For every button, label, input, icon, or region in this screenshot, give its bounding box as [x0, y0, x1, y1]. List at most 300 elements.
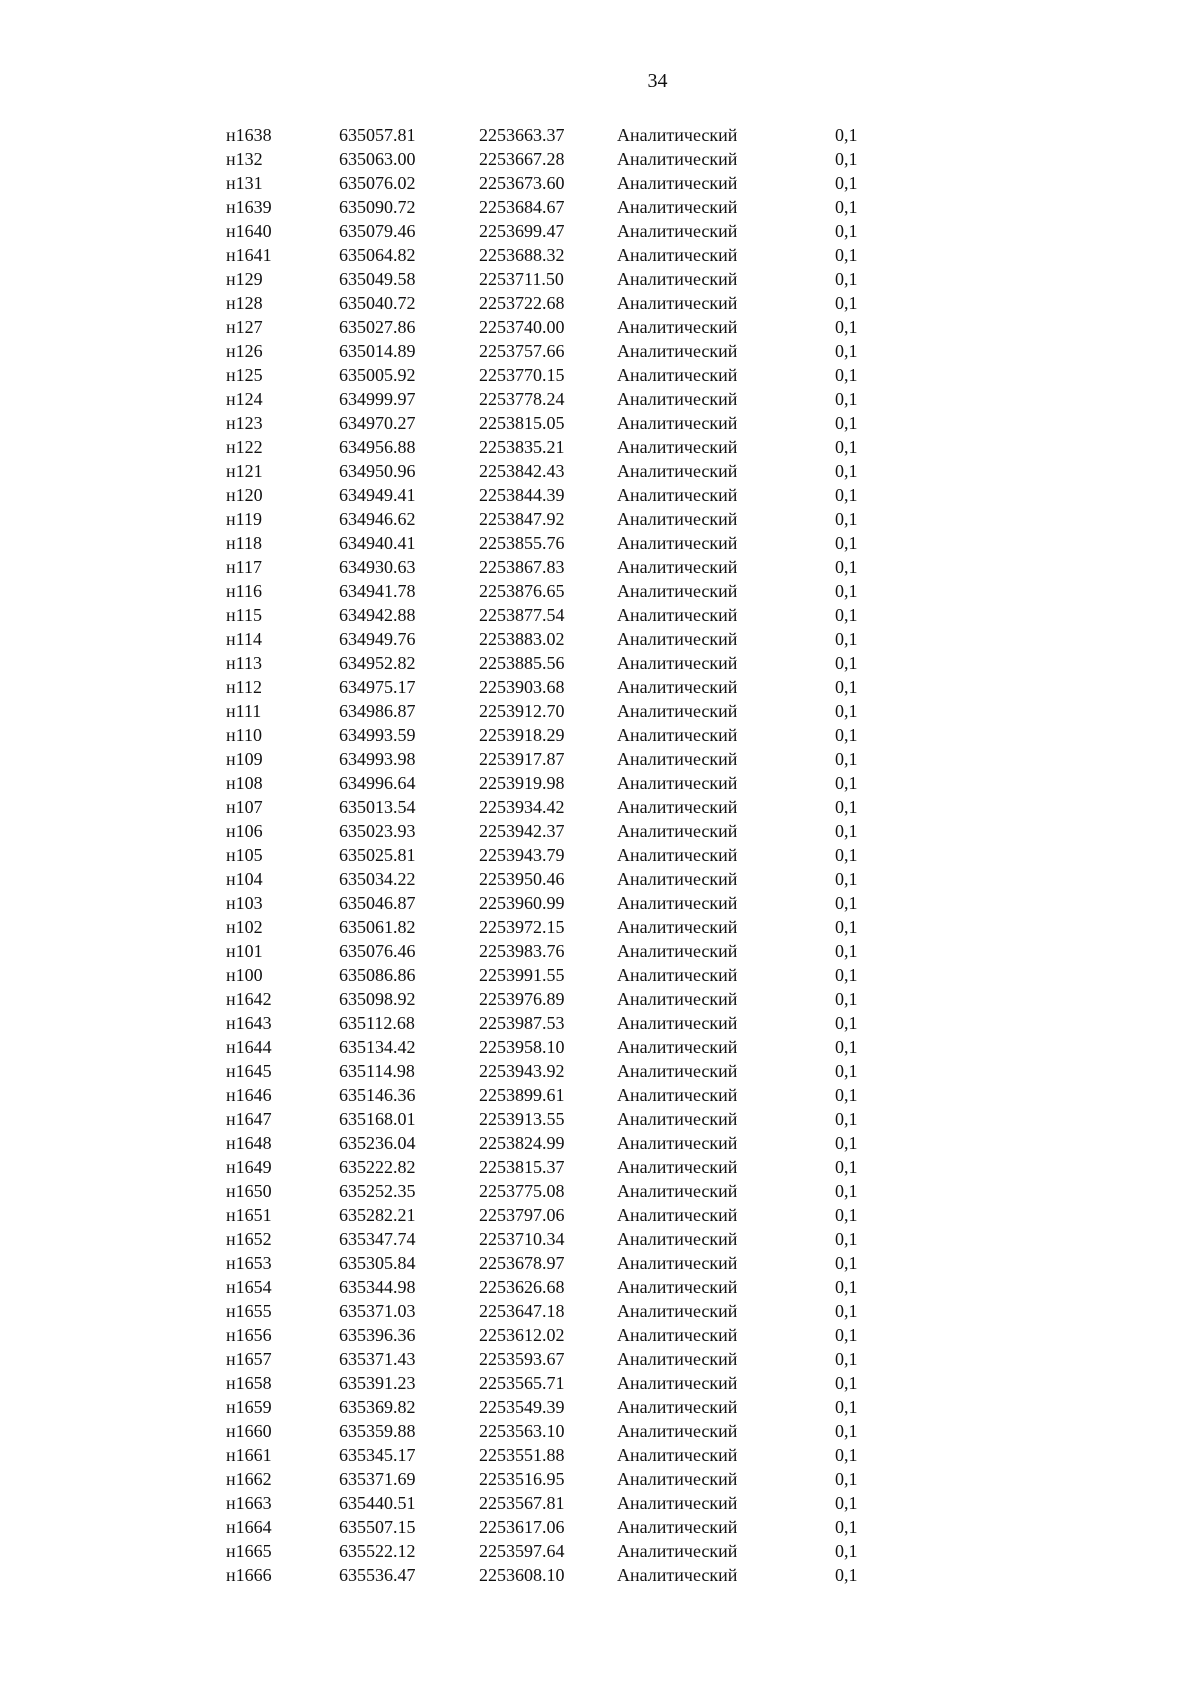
method-cell: Аналитический [617, 221, 738, 241]
table-row [210, 459, 875, 483]
point-id-cell: н114 [226, 629, 262, 649]
method-cell: Аналитический [617, 1277, 738, 1297]
y-coordinate-cell: 2253778.24 [479, 389, 565, 409]
table-row [210, 363, 875, 387]
accuracy-cell: 0,1 [835, 1541, 858, 1561]
accuracy-cell: 0,1 [835, 1157, 858, 1177]
y-coordinate-cell: 2253919.98 [479, 773, 565, 793]
y-coordinate-cell: 2253991.55 [479, 965, 565, 985]
x-coordinate-cell: 635049.58 [339, 269, 416, 289]
y-coordinate-cell: 2253711.50 [479, 269, 564, 289]
method-cell: Аналитический [617, 413, 738, 433]
y-coordinate-cell: 2253597.64 [479, 1541, 565, 1561]
x-coordinate-cell: 635236.04 [339, 1133, 416, 1153]
table-row [210, 771, 875, 795]
point-id-cell: н122 [226, 437, 263, 457]
accuracy-cell: 0,1 [835, 197, 858, 217]
x-coordinate-cell: 634946.62 [339, 509, 416, 529]
accuracy-cell: 0,1 [835, 557, 858, 577]
point-id-cell: н117 [226, 557, 262, 577]
accuracy-cell: 0,1 [835, 1109, 858, 1129]
x-coordinate-cell: 634956.88 [339, 437, 416, 457]
y-coordinate-cell: 2253673.60 [479, 173, 565, 193]
method-cell: Аналитический [617, 269, 738, 289]
table-row [210, 1347, 875, 1371]
y-coordinate-cell: 2253899.61 [479, 1085, 565, 1105]
table-row [210, 1131, 875, 1155]
y-coordinate-cell: 2253943.79 [479, 845, 565, 865]
accuracy-cell: 0,1 [835, 293, 858, 313]
table-row [210, 699, 875, 723]
y-coordinate-cell: 2253667.28 [479, 149, 565, 169]
x-coordinate-cell: 635396.36 [339, 1325, 416, 1345]
table-row [210, 939, 875, 963]
y-coordinate-cell: 2253844.39 [479, 485, 565, 505]
point-id-cell: н129 [226, 269, 263, 289]
x-coordinate-cell: 635440.51 [339, 1493, 416, 1513]
y-coordinate-cell: 2253770.15 [479, 365, 565, 385]
x-coordinate-cell: 635079.46 [339, 221, 416, 241]
accuracy-cell: 0,1 [835, 773, 858, 793]
accuracy-cell: 0,1 [835, 1133, 858, 1153]
x-coordinate-cell: 635034.22 [339, 869, 416, 889]
x-coordinate-cell: 635345.17 [339, 1445, 416, 1465]
x-coordinate-cell: 635134.42 [339, 1037, 416, 1057]
point-id-cell: н110 [226, 725, 262, 745]
accuracy-cell: 0,1 [835, 149, 858, 169]
y-coordinate-cell: 2253663.37 [479, 125, 565, 145]
x-coordinate-cell: 635064.82 [339, 245, 416, 265]
point-id-cell: н115 [226, 605, 262, 625]
y-coordinate-cell: 2253976.89 [479, 989, 565, 1009]
method-cell: Аналитический [617, 917, 738, 937]
x-coordinate-cell: 635369.82 [339, 1397, 416, 1417]
y-coordinate-cell: 2253740.00 [479, 317, 565, 337]
accuracy-cell: 0,1 [835, 173, 858, 193]
y-coordinate-cell: 2253943.92 [479, 1061, 565, 1081]
x-coordinate-cell: 634930.63 [339, 557, 416, 577]
accuracy-cell: 0,1 [835, 629, 858, 649]
accuracy-cell: 0,1 [835, 965, 858, 985]
x-coordinate-cell: 634949.41 [339, 485, 416, 505]
method-cell: Аналитический [617, 1397, 738, 1417]
accuracy-cell: 0,1 [835, 1181, 858, 1201]
table-row [210, 1107, 875, 1131]
accuracy-cell: 0,1 [835, 797, 858, 817]
accuracy-cell: 0,1 [835, 1445, 858, 1465]
accuracy-cell: 0,1 [835, 1037, 858, 1057]
table-row [210, 1419, 875, 1443]
x-coordinate-cell: 635057.81 [339, 125, 416, 145]
y-coordinate-cell: 2253917.87 [479, 749, 565, 769]
point-id-cell: н1642 [226, 989, 272, 1009]
table-row [210, 1251, 875, 1275]
method-cell: Аналитический [617, 773, 738, 793]
y-coordinate-cell: 2253883.02 [479, 629, 565, 649]
point-id-cell: н1660 [226, 1421, 272, 1441]
method-cell: Аналитический [617, 389, 738, 409]
y-coordinate-cell: 2253549.39 [479, 1397, 565, 1417]
method-cell: Аналитический [617, 1469, 738, 1489]
method-cell: Аналитический [617, 1349, 738, 1369]
table-row [210, 1323, 875, 1347]
x-coordinate-cell: 634993.59 [339, 725, 416, 745]
method-cell: Аналитический [617, 197, 738, 217]
y-coordinate-cell: 2253565.71 [479, 1373, 565, 1393]
accuracy-cell: 0,1 [835, 1517, 858, 1537]
y-coordinate-cell: 2253757.66 [479, 341, 565, 361]
table-row [210, 1011, 875, 1035]
point-id-cell: н118 [226, 533, 262, 553]
accuracy-cell: 0,1 [835, 485, 858, 505]
x-coordinate-cell: 635014.89 [339, 341, 416, 361]
accuracy-cell: 0,1 [835, 245, 858, 265]
accuracy-cell: 0,1 [835, 1469, 858, 1489]
x-coordinate-cell: 635076.46 [339, 941, 416, 961]
method-cell: Аналитический [617, 1253, 738, 1273]
y-coordinate-cell: 2253913.55 [479, 1109, 565, 1129]
table-row [210, 195, 875, 219]
method-cell: Аналитический [617, 125, 738, 145]
accuracy-cell: 0,1 [835, 1421, 858, 1441]
point-id-cell: н124 [226, 389, 263, 409]
point-id-cell: н1655 [226, 1301, 272, 1321]
method-cell: Аналитический [617, 317, 738, 337]
table-row [210, 963, 875, 987]
accuracy-cell: 0,1 [835, 509, 858, 529]
method-cell: Аналитический [617, 365, 738, 385]
method-cell: Аналитический [617, 1517, 738, 1537]
y-coordinate-cell: 2253775.08 [479, 1181, 565, 1201]
method-cell: Аналитический [617, 293, 738, 313]
y-coordinate-cell: 2253835.21 [479, 437, 565, 457]
table-row [210, 1227, 875, 1251]
y-coordinate-cell: 2253876.65 [479, 581, 565, 601]
method-cell: Аналитический [617, 965, 738, 985]
table-row [210, 747, 875, 771]
accuracy-cell: 0,1 [835, 1253, 858, 1273]
table-row [210, 267, 875, 291]
point-id-cell: н1666 [226, 1565, 272, 1585]
table-row [210, 339, 875, 363]
accuracy-cell: 0,1 [835, 461, 858, 481]
y-coordinate-cell: 2253567.81 [479, 1493, 565, 1513]
method-cell: Аналитический [617, 1181, 738, 1201]
point-id-cell: н112 [226, 677, 262, 697]
x-coordinate-cell: 634999.97 [339, 389, 416, 409]
method-cell: Аналитический [617, 1061, 738, 1081]
table-row [210, 603, 875, 627]
y-coordinate-cell: 2253684.67 [479, 197, 565, 217]
accuracy-cell: 0,1 [835, 221, 858, 241]
method-cell: Аналитический [617, 1109, 738, 1129]
x-coordinate-cell: 634986.87 [339, 701, 416, 721]
point-id-cell: н107 [226, 797, 263, 817]
point-id-cell: н1651 [226, 1205, 272, 1225]
x-coordinate-cell: 634949.76 [339, 629, 416, 649]
method-cell: Аналитический [617, 557, 738, 577]
y-coordinate-cell: 2253983.76 [479, 941, 565, 961]
accuracy-cell: 0,1 [835, 437, 858, 457]
x-coordinate-cell: 634970.27 [339, 413, 416, 433]
point-id-cell: н1654 [226, 1277, 272, 1297]
table-row [210, 411, 875, 435]
point-id-cell: н105 [226, 845, 263, 865]
table-row [210, 1443, 875, 1467]
method-cell: Аналитический [617, 1493, 738, 1513]
point-id-cell: н102 [226, 917, 263, 937]
accuracy-cell: 0,1 [835, 1061, 858, 1081]
method-cell: Аналитический [617, 533, 738, 553]
x-coordinate-cell: 635005.92 [339, 365, 416, 385]
method-cell: Аналитический [617, 1445, 738, 1465]
x-coordinate-cell: 634941.78 [339, 581, 416, 601]
accuracy-cell: 0,1 [835, 677, 858, 697]
x-coordinate-cell: 635507.15 [339, 1517, 416, 1537]
method-cell: Аналитический [617, 677, 738, 697]
table-row [210, 291, 875, 315]
method-cell: Аналитический [617, 173, 738, 193]
point-id-cell: н106 [226, 821, 263, 841]
y-coordinate-cell: 2253934.42 [479, 797, 565, 817]
x-coordinate-cell: 635025.81 [339, 845, 416, 865]
point-id-cell: н101 [226, 941, 263, 961]
method-cell: Аналитический [617, 893, 738, 913]
accuracy-cell: 0,1 [835, 1325, 858, 1345]
point-id-cell: н128 [226, 293, 263, 313]
y-coordinate-cell: 2253699.47 [479, 221, 565, 241]
accuracy-cell: 0,1 [835, 533, 858, 553]
accuracy-cell: 0,1 [835, 653, 858, 673]
point-id-cell: н1641 [226, 245, 272, 265]
accuracy-cell: 0,1 [835, 341, 858, 361]
point-id-cell: н1663 [226, 1493, 272, 1513]
x-coordinate-cell: 635061.82 [339, 917, 416, 937]
accuracy-cell: 0,1 [835, 1277, 858, 1297]
table-row [210, 1179, 875, 1203]
x-coordinate-cell: 635090.72 [339, 197, 416, 217]
x-coordinate-cell: 634993.98 [339, 749, 416, 769]
method-cell: Аналитический [617, 1085, 738, 1105]
method-cell: Аналитический [617, 461, 738, 481]
y-coordinate-cell: 2253987.53 [479, 1013, 565, 1033]
x-coordinate-cell: 635522.12 [339, 1541, 416, 1561]
method-cell: Аналитический [617, 845, 738, 865]
x-coordinate-cell: 635347.74 [339, 1229, 416, 1249]
point-id-cell: н125 [226, 365, 263, 385]
table-row [210, 1491, 875, 1515]
method-cell: Аналитический [617, 701, 738, 721]
point-id-cell: н1664 [226, 1517, 272, 1537]
point-id-cell: н1639 [226, 197, 272, 217]
point-id-cell: н103 [226, 893, 263, 913]
table-row [210, 243, 875, 267]
table-row [210, 723, 875, 747]
y-coordinate-cell: 2253612.02 [479, 1325, 565, 1345]
point-id-cell: н1648 [226, 1133, 272, 1153]
accuracy-cell: 0,1 [835, 1205, 858, 1225]
accuracy-cell: 0,1 [835, 701, 858, 721]
table-row [210, 1467, 875, 1491]
table-row [210, 843, 875, 867]
y-coordinate-cell: 2253942.37 [479, 821, 565, 841]
table-row [210, 555, 875, 579]
point-id-cell: н1659 [226, 1397, 272, 1417]
x-coordinate-cell: 635027.86 [339, 317, 416, 337]
accuracy-cell: 0,1 [835, 1349, 858, 1369]
y-coordinate-cell: 2253885.56 [479, 653, 565, 673]
point-id-cell: н1657 [226, 1349, 272, 1369]
method-cell: Аналитический [617, 869, 738, 889]
x-coordinate-cell: 635076.02 [339, 173, 416, 193]
point-id-cell: н1662 [226, 1469, 272, 1489]
y-coordinate-cell: 2253842.43 [479, 461, 565, 481]
point-id-cell: н113 [226, 653, 262, 673]
x-coordinate-cell: 635359.88 [339, 1421, 416, 1441]
y-coordinate-cell: 2253551.88 [479, 1445, 565, 1465]
table-row [210, 987, 875, 1011]
accuracy-cell: 0,1 [835, 845, 858, 865]
method-cell: Аналитический [617, 1421, 738, 1441]
y-coordinate-cell: 2253824.99 [479, 1133, 565, 1153]
x-coordinate-cell: 635112.68 [339, 1013, 415, 1033]
point-id-cell: н1643 [226, 1013, 272, 1033]
method-cell: Аналитический [617, 245, 738, 265]
accuracy-cell: 0,1 [835, 365, 858, 385]
point-id-cell: н1661 [226, 1445, 272, 1465]
accuracy-cell: 0,1 [835, 605, 858, 625]
method-cell: Аналитический [617, 1157, 738, 1177]
method-cell: Аналитический [617, 581, 738, 601]
y-coordinate-cell: 2253815.37 [479, 1157, 565, 1177]
method-cell: Аналитический [617, 1325, 738, 1345]
point-id-cell: н1645 [226, 1061, 272, 1081]
x-coordinate-cell: 635023.93 [339, 821, 416, 841]
x-coordinate-cell: 634950.96 [339, 461, 416, 481]
table-row [210, 1299, 875, 1323]
x-coordinate-cell: 634940.41 [339, 533, 416, 553]
coordinates-table [210, 123, 875, 1587]
x-coordinate-cell: 635391.23 [339, 1373, 416, 1393]
method-cell: Аналитический [617, 1013, 738, 1033]
point-id-cell: н109 [226, 749, 263, 769]
method-cell: Аналитический [617, 1205, 738, 1225]
method-cell: Аналитический [617, 1301, 738, 1321]
table-row [210, 1275, 875, 1299]
table-row [210, 171, 875, 195]
point-id-cell: н131 [226, 173, 263, 193]
point-id-cell: н116 [226, 581, 262, 601]
table-row [210, 1395, 875, 1419]
accuracy-cell: 0,1 [835, 317, 858, 337]
y-coordinate-cell: 2253903.68 [479, 677, 565, 697]
x-coordinate-cell: 635063.00 [339, 149, 416, 169]
point-id-cell: н104 [226, 869, 263, 889]
y-coordinate-cell: 2253647.18 [479, 1301, 565, 1321]
x-coordinate-cell: 634942.88 [339, 605, 416, 625]
point-id-cell: н1644 [226, 1037, 272, 1057]
x-coordinate-cell: 635086.86 [339, 965, 416, 985]
table-row [210, 1203, 875, 1227]
accuracy-cell: 0,1 [835, 1565, 858, 1585]
table-row [210, 123, 875, 147]
point-id-cell: н1649 [226, 1157, 272, 1177]
y-coordinate-cell: 2253950.46 [479, 869, 565, 889]
table-row [210, 531, 875, 555]
x-coordinate-cell: 635168.01 [339, 1109, 416, 1129]
x-coordinate-cell: 635536.47 [339, 1565, 416, 1585]
method-cell: Аналитический [617, 341, 738, 361]
x-coordinate-cell: 634975.17 [339, 677, 416, 697]
point-id-cell: н1640 [226, 221, 272, 241]
method-cell: Аналитический [617, 1133, 738, 1153]
point-id-cell: н126 [226, 341, 263, 361]
point-id-cell: н119 [226, 509, 262, 529]
table-row [210, 579, 875, 603]
table-row [210, 867, 875, 891]
x-coordinate-cell: 635252.35 [339, 1181, 416, 1201]
table-row [210, 1539, 875, 1563]
method-cell: Аналитический [617, 725, 738, 745]
point-id-cell: н123 [226, 413, 263, 433]
accuracy-cell: 0,1 [835, 581, 858, 601]
method-cell: Аналитический [617, 941, 738, 961]
table-row [210, 1563, 875, 1587]
accuracy-cell: 0,1 [835, 1013, 858, 1033]
accuracy-cell: 0,1 [835, 1229, 858, 1249]
accuracy-cell: 0,1 [835, 821, 858, 841]
accuracy-cell: 0,1 [835, 1301, 858, 1321]
accuracy-cell: 0,1 [835, 125, 858, 145]
table-row [210, 483, 875, 507]
x-coordinate-cell: 635040.72 [339, 293, 416, 313]
method-cell: Аналитический [617, 509, 738, 529]
method-cell: Аналитический [617, 821, 738, 841]
table-row [210, 387, 875, 411]
x-coordinate-cell: 635098.92 [339, 989, 416, 1009]
table-row [210, 1083, 875, 1107]
method-cell: Аналитический [617, 605, 738, 625]
y-coordinate-cell: 2253918.29 [479, 725, 565, 745]
method-cell: Аналитический [617, 1037, 738, 1057]
accuracy-cell: 0,1 [835, 1397, 858, 1417]
point-id-cell: н1665 [226, 1541, 272, 1561]
x-coordinate-cell: 635305.84 [339, 1253, 416, 1273]
accuracy-cell: 0,1 [835, 1493, 858, 1513]
x-coordinate-cell: 635371.43 [339, 1349, 416, 1369]
y-coordinate-cell: 2253593.67 [479, 1349, 565, 1369]
y-coordinate-cell: 2253617.06 [479, 1517, 565, 1537]
point-id-cell: н120 [226, 485, 263, 505]
point-id-cell: н1658 [226, 1373, 272, 1393]
x-coordinate-cell: 635222.82 [339, 1157, 416, 1177]
y-coordinate-cell: 2253797.06 [479, 1205, 565, 1225]
table-row [210, 147, 875, 171]
point-id-cell: н1650 [226, 1181, 272, 1201]
method-cell: Аналитический [617, 437, 738, 457]
accuracy-cell: 0,1 [835, 749, 858, 769]
y-coordinate-cell: 2253960.99 [479, 893, 565, 913]
table-row [210, 1515, 875, 1539]
point-id-cell: н1638 [226, 125, 272, 145]
table-row [210, 675, 875, 699]
x-coordinate-cell: 635013.54 [339, 797, 416, 817]
y-coordinate-cell: 2253710.34 [479, 1229, 565, 1249]
table-row [210, 795, 875, 819]
table-row [210, 915, 875, 939]
coordinates-table-body [210, 123, 875, 1587]
accuracy-cell: 0,1 [835, 389, 858, 409]
